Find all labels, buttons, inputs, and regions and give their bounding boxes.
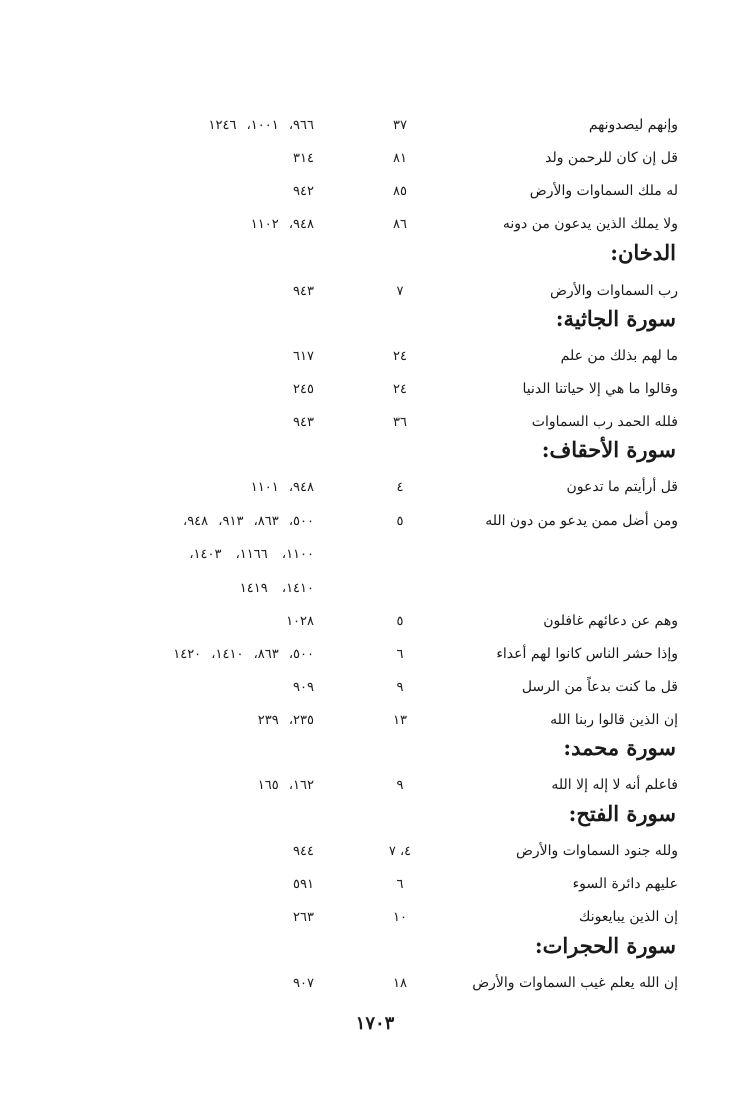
continuation-line (0, 574, 750, 607)
page-references: ٩٠٩ (293, 680, 314, 695)
page-references: ٥٠٠، ٨٦٣، ١٤١٠، ١٤٢٠ (173, 647, 314, 662)
ayah-number: ٢٤ (393, 349, 407, 364)
verse-text: وإنهم ليصدونهم (588, 117, 678, 133)
index-entry (0, 144, 750, 177)
verse-text: عليهم دائرة السوء (572, 876, 678, 892)
ayah-number: ٩ (396, 680, 404, 695)
surah-heading: سورة محمد: (563, 735, 676, 760)
verse-text: إن الذين قالوا ربنا الله (550, 712, 678, 728)
page-references: ٩٤٨، ١١٠٢ (250, 217, 314, 232)
verse-text: إن الذين يبايعونك (578, 909, 678, 925)
page-references: ٥٠٠، ٨٦٣، ٩١٣، ٩٤٨، (183, 514, 314, 529)
verse-text: قل إن كان للرحمن ولد (545, 150, 678, 166)
verse-text: ولله جنود السماوات والأرض (515, 843, 678, 859)
page-references: ٩٤٢ (293, 184, 314, 199)
page-references: ٩٤٤ (293, 844, 314, 859)
index-entry (0, 969, 750, 1002)
verse-text: فاعلم أنه لا إله إلا الله (551, 777, 678, 793)
ayah-number: ٥ (396, 514, 404, 529)
ayah-number: ٣٧ (393, 118, 407, 133)
verse-text: فلله الحمد رب السماوات (531, 414, 678, 430)
ayah-number: ٤، ٧ (388, 844, 412, 859)
verse-text: قل أرأيتم ما تدعون (566, 479, 678, 495)
ayah-number: ٢٤ (393, 382, 407, 397)
surah-heading: سورة الأحقاف: (541, 437, 676, 462)
page-references: ٢٦٣ (293, 910, 314, 925)
ayah-number: ٦ (396, 877, 404, 892)
ayah-number: ٦ (396, 647, 404, 662)
ayah-number: ٥ (396, 614, 404, 629)
index-entry (0, 673, 750, 706)
page-references: ٩٤٨، ١١٠١ (250, 480, 314, 495)
page-references: ١٦٢، ١٦٥ (257, 778, 314, 793)
index-entry (0, 771, 750, 804)
page-references: ٥٩١ (293, 877, 314, 892)
verse-text: ومن أضل ممن يدعو من دون الله (485, 513, 678, 529)
ayah-number: ٤ (396, 480, 404, 495)
verse-text: وإذا حشر الناس كانوا لهم أعداء (496, 646, 678, 662)
index-entry (0, 375, 750, 408)
page-references: ٣١٤ (293, 151, 314, 166)
page-references: ٩٦٦، ١٠٠١، ١٢٤٦ (208, 118, 314, 133)
ayah-number: ٨٥ (393, 184, 407, 199)
index-entry (0, 507, 750, 540)
index-entry (0, 837, 750, 870)
index-entry (0, 111, 750, 144)
page-references: ١٠٢٨ (286, 614, 314, 629)
index-entry (0, 342, 750, 375)
page-references: ١١٠٠، ١١٦٦، ١٤٠٣، (189, 547, 314, 562)
ayah-number: ٣٦ (393, 415, 407, 430)
index-entry (0, 210, 750, 243)
verse-text: رب السماوات والأرض (550, 283, 678, 299)
ayah-number: ١٠ (393, 910, 407, 925)
surah-heading: سورة الفتح: (568, 801, 676, 826)
index-entry (0, 870, 750, 903)
page-references: ٩٠٧ (293, 976, 314, 991)
verse-text: وقالوا ما هي إلا حياتنا الدنيا (522, 381, 678, 397)
index-entry (0, 177, 750, 210)
ayah-number: ٩ (396, 778, 404, 793)
surah-heading: سورة الحجرات: (534, 933, 676, 958)
page-references: ٩٤٣ (293, 415, 314, 430)
page-references: ٢٣٥، ٢٣٩ (257, 713, 314, 728)
page-references: ١٤١٠، ١٤١٩ (239, 581, 314, 596)
verse-text: ولا يملك الذين يدعون من دونه (502, 216, 678, 232)
ayah-number: ٨١ (393, 151, 407, 166)
continuation-line (0, 540, 750, 573)
page-references: ٢٤٥ (293, 382, 314, 397)
verse-text: ما لهم بذلك من علم (560, 348, 678, 364)
ayah-number: ٧ (396, 284, 404, 299)
index-entry (0, 903, 750, 936)
verse-text: له ملك السماوات والأرض (529, 183, 678, 199)
surah-heading: الدخان: (610, 240, 676, 265)
verse-text: إن الله يعلم غيب السماوات والأرض (472, 975, 678, 991)
index-entry (0, 607, 750, 640)
surah-heading: سورة الجاثية: (555, 306, 676, 331)
page-references: ٦١٧ (293, 349, 314, 364)
page-number: ١٧٠٣ (355, 1013, 395, 1034)
index-entry (0, 640, 750, 673)
ayah-number: ٨٦ (393, 217, 407, 232)
verse-text: وهم عن دعائهم غافلون (543, 613, 678, 629)
verse-text: قل ما كنت بدعاً من الرسل (521, 679, 678, 695)
ayah-number: ١٨ (393, 976, 407, 991)
ayah-number: ١٣ (393, 713, 407, 728)
page-references: ٩٤٣ (293, 284, 314, 299)
index-entry (0, 473, 750, 506)
